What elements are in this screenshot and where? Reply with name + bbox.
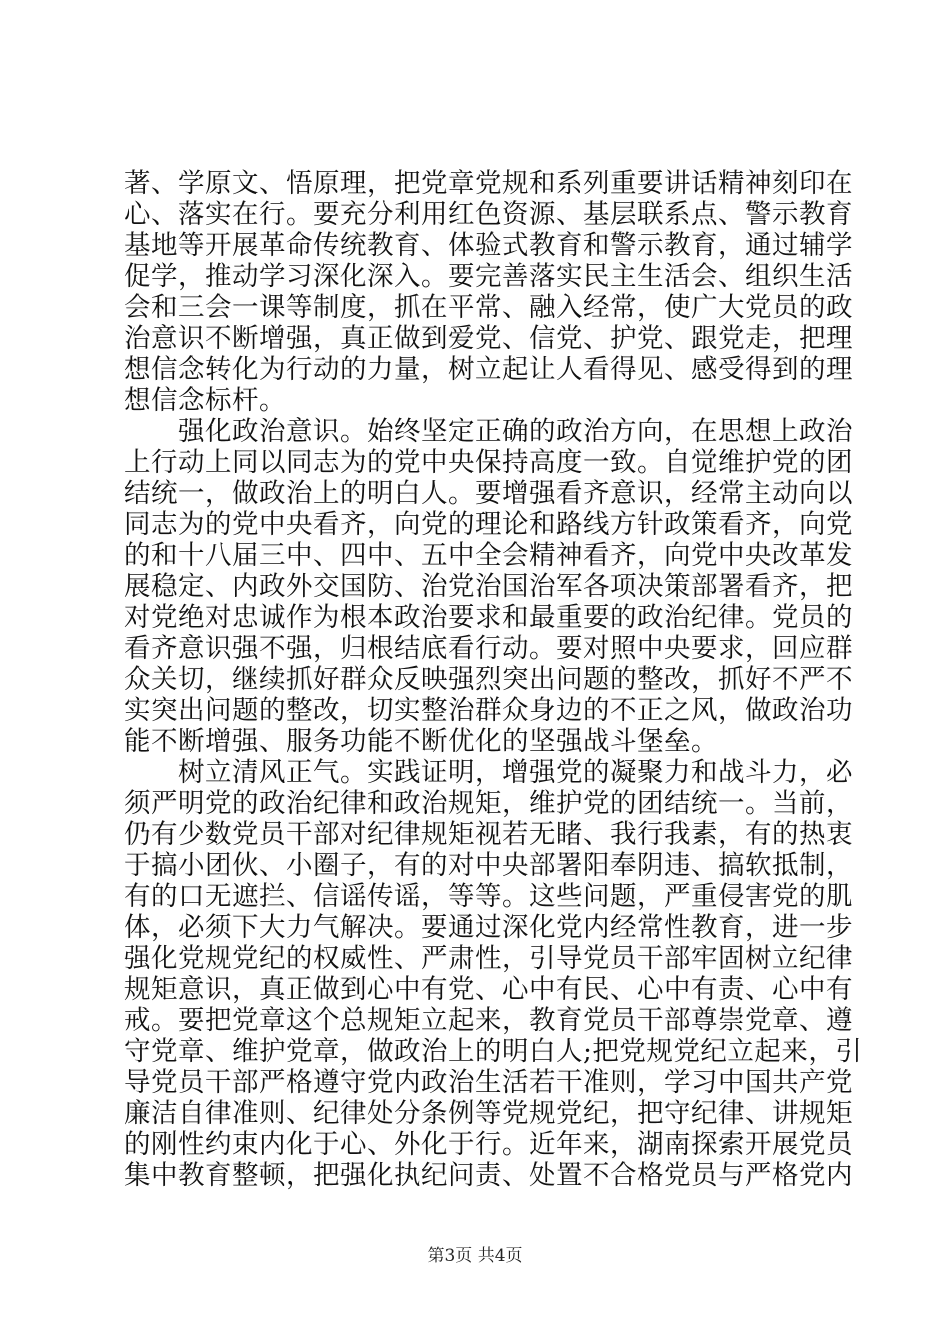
paragraph-start-line: 强化政治意识。始终坚定正确的政治方向，在思想上政治 [124, 416, 853, 447]
text-line: 促学，推动学习深化深入。要完善落实民主生活会、组织生活 [124, 261, 853, 292]
text-line: 集中教育整顿，把强化执纪问责、处置不合格党员与严格党内 [124, 1160, 853, 1191]
text-line: 于搞小团伙、小圈子，有的对中央部署阳奉阴违、搞软抵制， [124, 850, 853, 881]
text-line: 著、学原文、悟原理，把党章党规和系列重要讲话精神刻印在 [124, 168, 853, 199]
text-line: 治意识不断增强，真正做到爱党、信党、护党、跟党走，把理 [124, 323, 853, 354]
text-line: 强化党规党纪的权威性、严肃性，引导党员干部牢固树立纪律 [124, 943, 853, 974]
text-line: 规矩意识，真正做到心中有党、心中有民、心中有责、心中有 [124, 974, 853, 1005]
text-line: 廉洁自律准则、纪律处分条例等党规党纪，把守纪律、讲规矩 [124, 1098, 853, 1129]
text-line: 基地等开展革命传统教育、体验式教育和警示教育，通过辅学 [124, 230, 853, 261]
text-line: 能不断增强、服务功能不断优化的坚强战斗堡垒。 [124, 726, 718, 757]
document-body [124, 168, 863, 1191]
text-line: 的刚性约束内化于心、外化于行。近年来，湖南探索开展党员 [124, 1129, 853, 1160]
paragraph-start-line: 树立清风正气。实践证明，增强党的凝聚力和战斗力，必 [124, 757, 853, 788]
text-line: 戒。要把党章这个总规矩立起来，教育党员干部尊崇党章、遵 [124, 1005, 853, 1036]
text-line: 想信念转化为行动的力量，树立起让人看得见、感受得到的理 [124, 354, 853, 385]
text-line: 导党员干部严格遵守党内政治生活若干准则，学习中国共产党 [124, 1067, 853, 1098]
text-line: 上行动上同以同志为的党中央保持高度一致。自觉维护党的团 [124, 447, 853, 478]
text-line: 的和十八届三中、四中、五中全会精神看齐，向党中央改革发 [124, 540, 853, 571]
text-line: 看齐意识强不强，归根结底看行动。要对照中央要求，回应群 [124, 633, 853, 664]
text-line: 体，必须下大力气解决。要通过深化党内经常性教育，进一步 [124, 912, 853, 943]
text-line: 心、落实在行。要充分利用红色资源、基层联系点、警示教育 [124, 199, 853, 230]
text-line: 对党绝对忠诚作为根本政治要求和最重要的政治纪律。党员的 [124, 602, 853, 633]
text-line: 仍有少数党员干部对纪律规矩视若无睹、我行我素，有的热衷 [124, 819, 853, 850]
text-line: 实突出问题的整改，切实整治群众身边的不正之风，做政治功 [124, 695, 853, 726]
text-line: 结统一，做政治上的明白人。要增强看齐意识，经常主动向以 [124, 478, 853, 509]
text-line: 守党章、维护党章，做政治上的明白人;把党规党纪立起来，引 [124, 1036, 863, 1067]
text-line: 展稳定、内政外交国防、治党治国治军各项决策部署看齐，把 [124, 571, 853, 602]
text-line: 有的口无遮拦、信谣传谣，等等。这些问题，严重侵害党的肌 [124, 881, 853, 912]
text-line: 会和三会一课等制度，抓在平常、融入经常，使广大党员的政 [124, 292, 853, 323]
text-line: 须严明党的政治纪律和政治规矩，维护党的团结统一。当前， [124, 788, 853, 819]
text-line: 众关切，继续抓好群众反映强烈突出问题的整改，抓好不严不 [124, 664, 853, 695]
page-footer [0, 1244, 950, 1268]
page-number-label: 第3页 共4页 [427, 1246, 523, 1266]
text-line: 同志为的党中央看齐，向党的理论和路线方针政策看齐，向党 [124, 509, 853, 540]
text-line: 想信念标杆。 [124, 385, 286, 416]
